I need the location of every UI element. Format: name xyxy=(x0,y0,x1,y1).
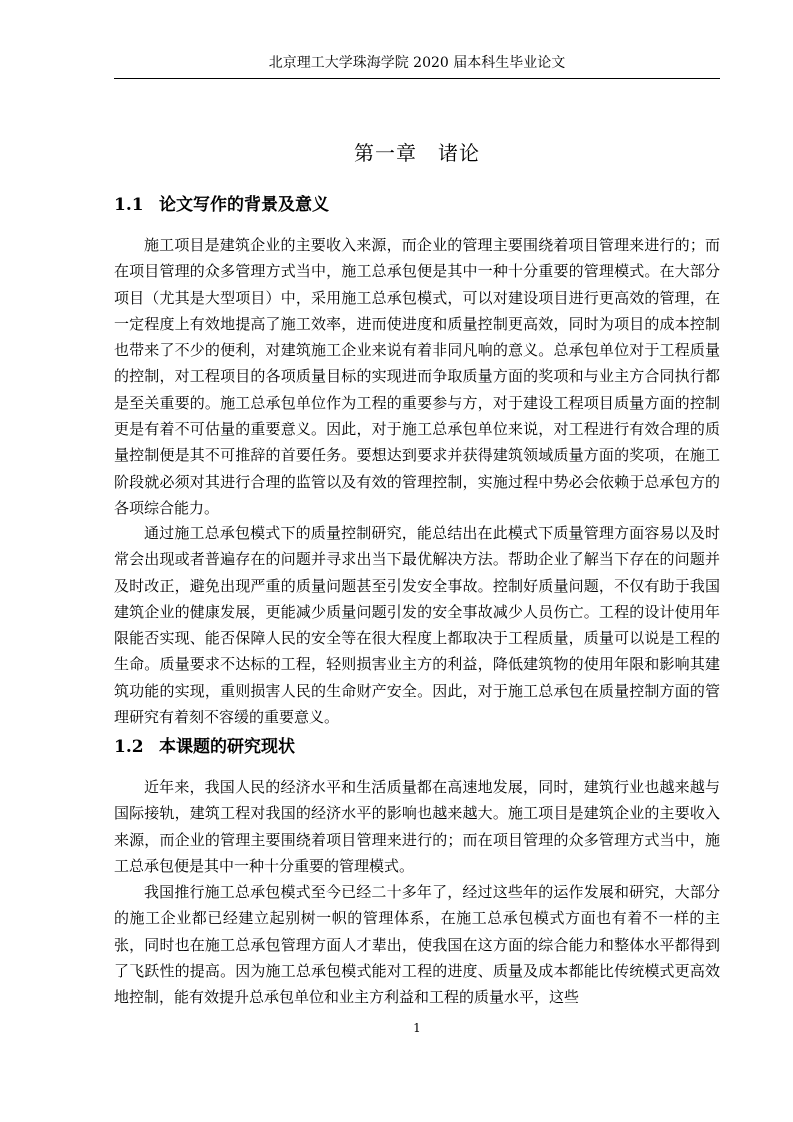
chapter-title: 第一章 诸论 xyxy=(354,141,480,165)
section-heading-1-1 xyxy=(114,193,720,217)
section-heading-1-2 xyxy=(114,735,720,759)
body-paragraph: 我国推行施工总承包模式至今已经二十多年了，经过这些年的运作发展和研究，大部分的施工企业都已经建立起别树一帜的管理体系，在施工总承包模式方面也有着不一样的主张，同时也在施工总承包管理方面人才辈出，使我国在这方面的综合能力和整体水平都得到了飞跃性的提高。因为施工总承包模式能对工程的进度、质量及成本都能比传统模式更高效地控制，能有效提升总承包单位和业主方利益和工程的质量水平，这些 xyxy=(114,883,720,1007)
body-paragraph: 近年来，我国人民的经济水平和生活质量都在高速地发展，同时，建筑行业也越来越与国际接轨，建筑工程对我国的经济水平的影响也越来越大。施工项目是建筑企业的主要收入来源，而企业的管理主要围绕着项目管理来进行的；而在项目管理的众多管理方式当中，施工总承包便是其中一种十分重要的管理模式。 xyxy=(114,778,720,875)
section-title: 本课题的研究现状 xyxy=(159,737,295,757)
page-number: 1 xyxy=(413,1021,421,1035)
section-number: 1.1 xyxy=(114,195,144,215)
body-paragraph: 通过施工总承包模式下的质量控制研究，能总结出在此模式下质量管理方面容易以及时常会出现或者普遍存在的问题并寻求出当下最优解决方法。帮助企业了解当下存在的问题并及时改正，避免出现严重的质量问题甚至引发安全事故。控制好质量问题，不仅有助于我国建筑企业的健康发展，更能减少质量问题引发的安全事故减少人员伤亡。工程的设计使用年限能否实现、能否保障人民的安全等在很大程度上都取决于工程质量，质量可以说是工程的生命。质量要求不达标的工程，轻则损害业主方的利益，降低建筑物的使用年限和影响其建筑功能的实现，重则损害人民的生命财产安全。因此，对于施工总承包在质量控制方面的管理研究有着刻不容缓的重要意义。 xyxy=(114,524,720,727)
section-title: 论文写作的背景及意义 xyxy=(159,195,329,215)
body-paragraph: 施工项目是建筑企业的主要收入来源，而企业的管理主要围绕着项目管理来进行的；而在项目管理的众多管理方式当中，施工总承包便是其中一种十分重要的管理模式。在大部分项目（尤其是大型项目）中，采用施工总承包模式，可以对建设项目进行更高效的管理，在一定程度上有效地提高了施工效率，进而使进度和质量控制更高效，同时为项目的成本控制也带来了不少的便利，对建筑施工企业来说有着非同凡响的意义。总承包单位对于工程质量的控制，对工程项目的各项质量目标的实现进而争取质量方面的奖项和与业主方合同执行都是至关重要的。施工总承包单位作为工程的重要参与方，对于建设工程项目质量方面的控制更是有着不可估量的重要意义。因此，对于施工总承包单位来说，对工程进行有效合理的质量控制便是其不可推辞的首要任务。要想达到要求并获得建筑领域质量方面的奖项，在施工阶段就必须对其进行合理的监管以及有效的管理控制，实施过程中势必会依赖于总承包方的各项综合能力。 xyxy=(114,236,720,517)
header-rule xyxy=(114,78,720,79)
running-header: 北京理工大学珠海学院 2020 届本科生毕业论文 xyxy=(268,55,566,71)
section-number: 1.2 xyxy=(114,737,144,757)
